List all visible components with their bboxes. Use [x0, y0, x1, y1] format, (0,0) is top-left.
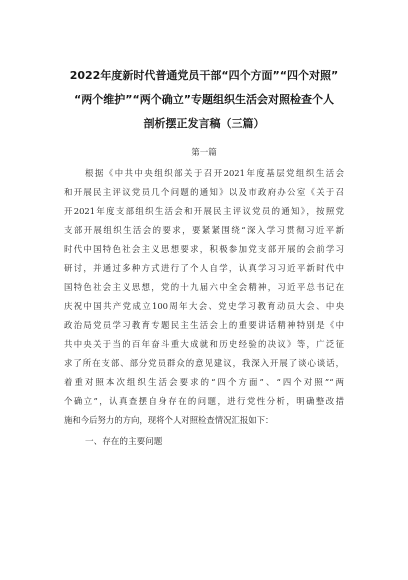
body-line: 根据《中共中央组织部关于召开2021年度基层党组织生活会	[85, 168, 344, 178]
body-line: 时代中国特色社会主义思想要求，积极参加党支部开展的会前学习	[64, 244, 344, 254]
body-line: 政治局党员学习教育专题民主生活会上的重要讲话精神特别是《中	[64, 320, 344, 330]
title-line-1: 2022年度新时代普通党员干部“四个方面”“四个对照”	[69, 69, 339, 82]
body-line: 施和今后努力的方向，现将个人对照检查情况汇报如下：	[64, 415, 274, 425]
body-line: 共中央关于当的百年奋斗重大成就和历史经验的决议》等，广泛征	[64, 339, 344, 349]
body-line: 和开展民主评议党员几个问题的通知》以及市政府办公室《关于召	[64, 187, 344, 197]
section-label: 第一篇	[191, 148, 217, 158]
title-line-2: “两个维护”“两个确立”专题组织生活会对照检查个人	[74, 93, 334, 106]
body-line: 研讨，并通过多种方式进行了个人自学，认真学习习近平新时代中	[64, 263, 344, 273]
body-line: 庆祝中国共产党成立100周年大会、党史学习教育动员大会、中央	[64, 301, 344, 311]
body-line: 着重对照本次组织生活会要求的“四个方面”、“四个对照”“两	[64, 377, 344, 387]
body-line: 求了所在支部、部分党员群众的意见建议，我深入开展了谈心谈话，	[64, 358, 344, 368]
subheading: 一、存在的主要问题	[85, 437, 163, 447]
body-line: 开2021年度支部组织生活会和开展民主评议党员的通知》，按照党	[64, 206, 344, 216]
body-line: 个确立”，认真查摆自身存在的问题，进行党性分析，明确整改措	[64, 396, 344, 406]
title-line-3: 剖析摆正发言稿（三篇）	[143, 117, 265, 130]
body-line: 国特色社会主义思想，党的十九届六中全会精神，习近平总书记在	[64, 282, 344, 292]
body-line: 支部开展组织生活会的要求，要紧紧围绕“深入学习贯彻习近平新	[64, 225, 344, 235]
